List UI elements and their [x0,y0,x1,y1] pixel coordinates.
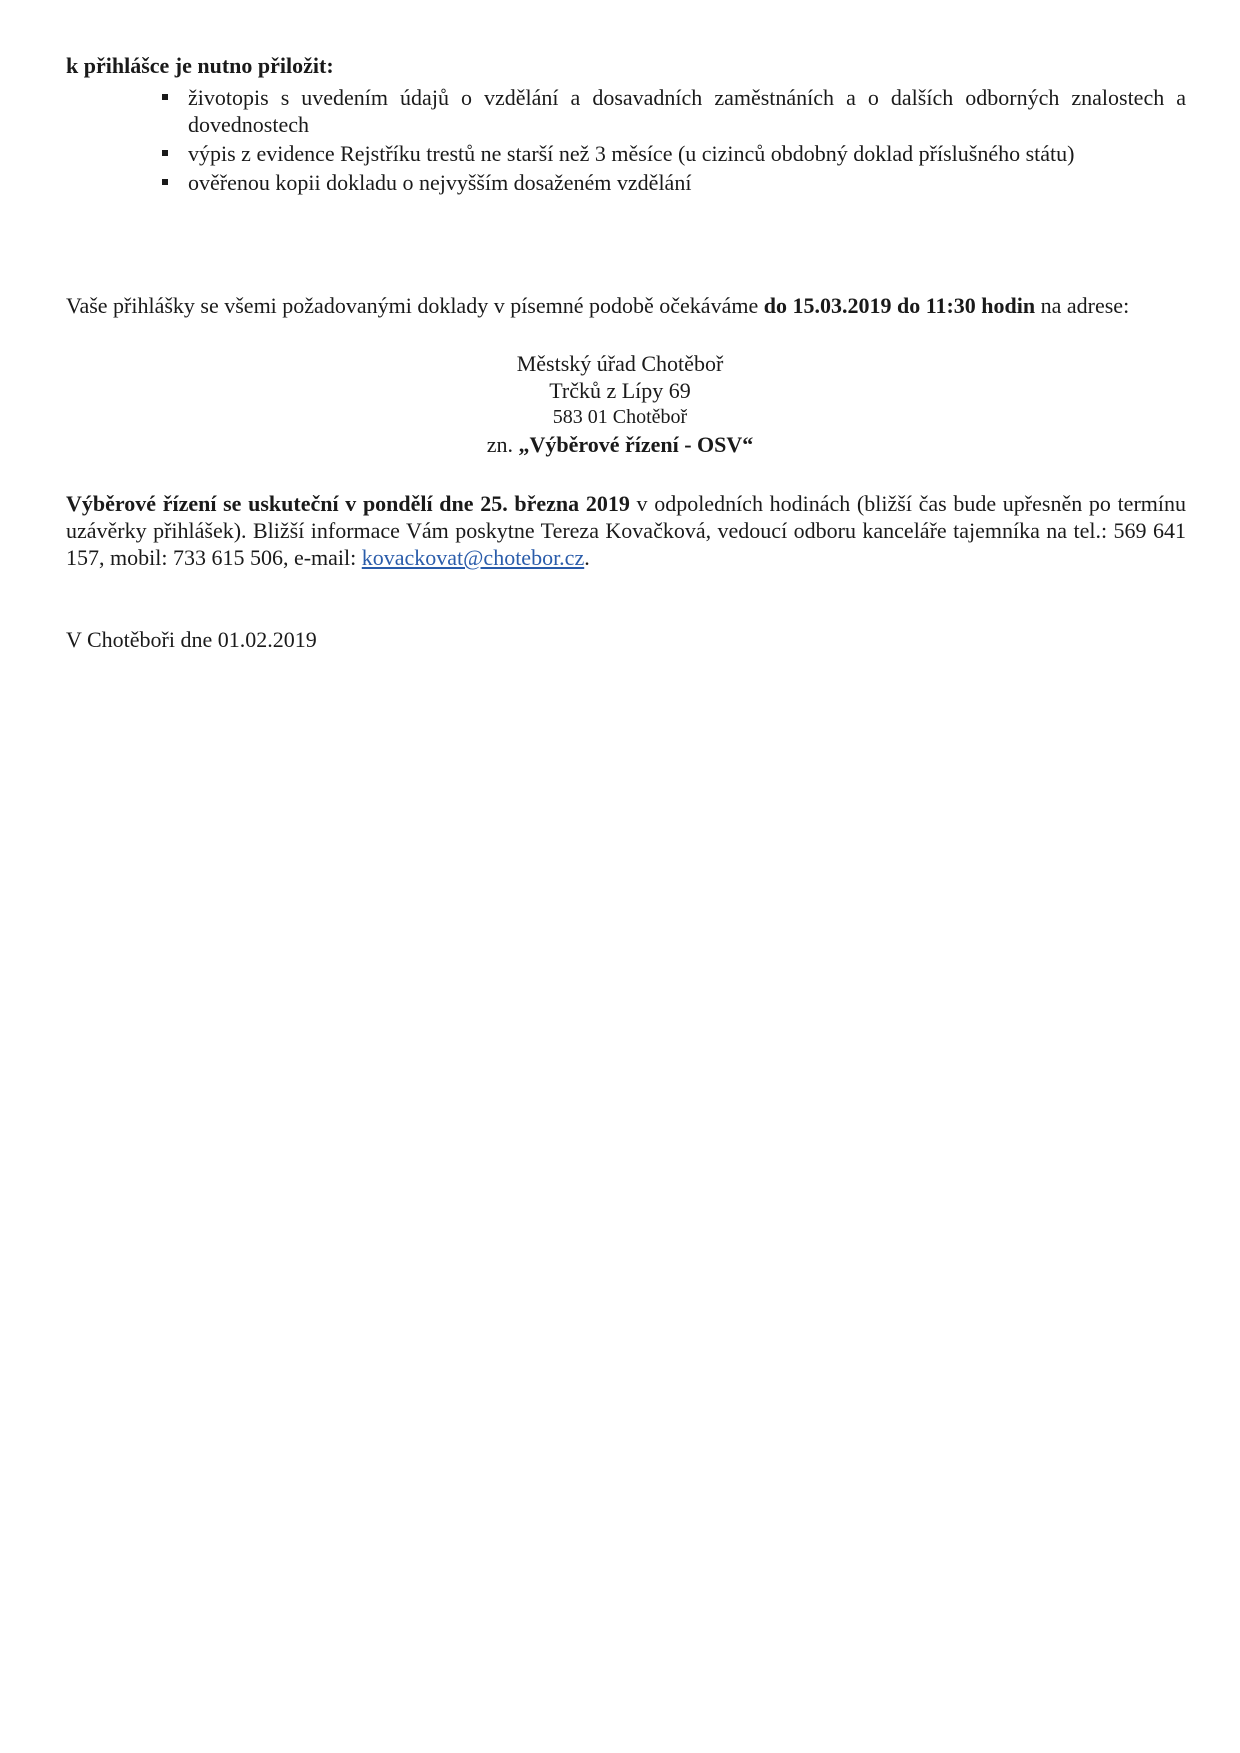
email-link[interactable]: kovackovat@chotebor.cz [361,545,585,570]
address-block [0,350,1240,458]
reference-label: „Výběrové řízení - OSV“ [518,432,754,457]
square-bullet-icon [162,94,168,100]
requirements-list [188,84,1186,198]
deadline-text-end: na adrese: [1035,293,1130,318]
address-office: Městský úřad Chotěboř [516,351,724,376]
deadline-text: Vaše přihlášky se všemi požadovanými doklady v písemné podobě očekáváme [66,293,764,318]
deadline-paragraph [66,292,1186,319]
tender-paragraph [66,490,1186,571]
address-street: Trčků z Lípy 69 [549,378,691,403]
tender-date: Výběrové řízení se uskuteční v pondělí dne 25. března 2019 [66,491,630,516]
requirement-text: životopis s uvedením údajů o vzdělání a dosavadních zaměstnáních a o dalších odborných znalostech a dovednostech [188,85,1186,137]
attachments-heading: k přihlášce je nutno přiložit: [66,53,334,78]
tender-end: . [584,545,590,570]
list-item [188,140,1186,167]
issue-date: V Chotěboři dne 01.02.2019 [66,627,317,652]
list-item [188,169,1186,196]
deadline-date: do 15.03.2019 do 11:30 hodin [763,293,1036,318]
address-city: 583 01 Chotěboř [552,406,688,428]
list-item [188,84,1186,138]
reference-prefix: zn. [486,432,519,457]
tender-text: v odpoledních hodinách (bližší čas bude upřesněn po termínu uzávěrky přihlášek). Bližší informace Vám poskytne Tereza Kovačková, vedoucí odboru kanceláře tajemníka na tel.: 569 641 157, mobil: 733 615 506, e-mail: [66,491,1186,570]
requirement-text: ověřenou kopii dokladu o nejvyšším dosaženém vzdělání [188,170,692,195]
square-bullet-icon [162,150,168,156]
address-reference [0,431,1240,458]
requirement-text: výpis z evidence Rejstříku trestů ne starší než 3 měsíce (u cizinců obdobný doklad příslušného státu) [188,141,1075,166]
square-bullet-icon [162,179,168,185]
